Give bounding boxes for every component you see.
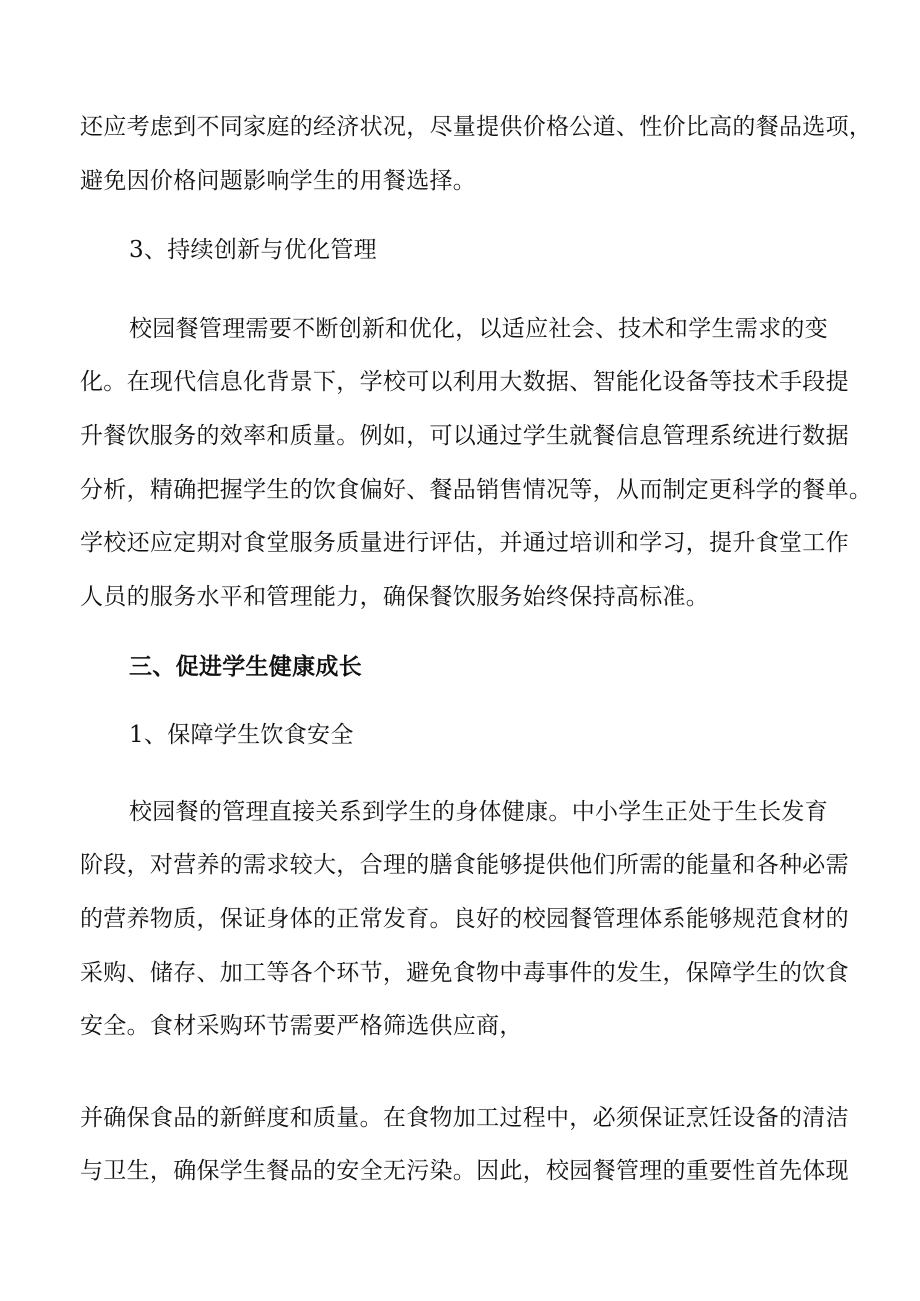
paragraph-3-line-4: 采购、储存、加工等各个环节，避免食物中毒事件的发生，保障学生的饮食	[80, 960, 849, 986]
paragraph-4-line-2: 与卫生，确保学生餐品的安全无污染。因此，校园餐管理的重要性首先体现	[80, 1158, 849, 1184]
paragraph-3-line-2: 阶段，对营养的需求较大，合理的膳食能够提供他们所需的能量和各种必需	[80, 852, 849, 878]
paragraph-1-line-2: 避免因价格问题影响学生的用餐选择。	[80, 168, 477, 194]
subheading-1: 1、保障学生饮食安全	[129, 722, 354, 748]
section-heading: 三、促进学生健康成长	[129, 653, 362, 680]
paragraph-3-line-5: 安全。食材采购环节需要严格筛选供应商，	[80, 1013, 523, 1039]
paragraph-2-line-1: 校园餐管理需要不断创新和优化，以适应社会、技术和学生需求的变	[129, 316, 828, 342]
paragraph-4-line-1: 并确保食品的新鲜度和质量。在食物加工过程中，必须保证烹饪设备的清洁	[80, 1105, 849, 1131]
heading-3: 3、持续创新与优化管理	[129, 237, 377, 263]
paragraph-2-line-3: 升餐饮服务的效率和质量。例如，可以通过学生就餐信息管理系统进行数据	[80, 423, 849, 449]
paragraph-3-line-1: 校园餐的管理直接关系到学生的身体健康。中小学生正处于生长发育	[129, 799, 828, 825]
paragraph-2-line-5: 学校还应定期对食堂服务质量进行评估，并通过培训和学习，提升食堂工作	[80, 530, 849, 556]
paragraph-2-line-6: 人员的服务水平和管理能力，确保餐饮服务始终保持高标准。	[80, 584, 710, 610]
paragraph-3-line-3: 的营养物质，保证身体的正常发育。良好的校园餐管理体系能够规范食材的	[80, 906, 849, 932]
paragraph-2-line-4: 分析，精确把握学生的饮食偏好、餐品销售情况等，从而制定更科学的餐单。	[80, 477, 873, 503]
paragraph-2-line-2: 化。在现代信息化背景下，学校可以利用大数据、智能化设备等技术手段提	[80, 369, 849, 395]
paragraph-1-line-1: 还应考虑到不同家庭的经济状况，尽量提供价格公道、性价比高的餐品选项，	[80, 114, 873, 140]
